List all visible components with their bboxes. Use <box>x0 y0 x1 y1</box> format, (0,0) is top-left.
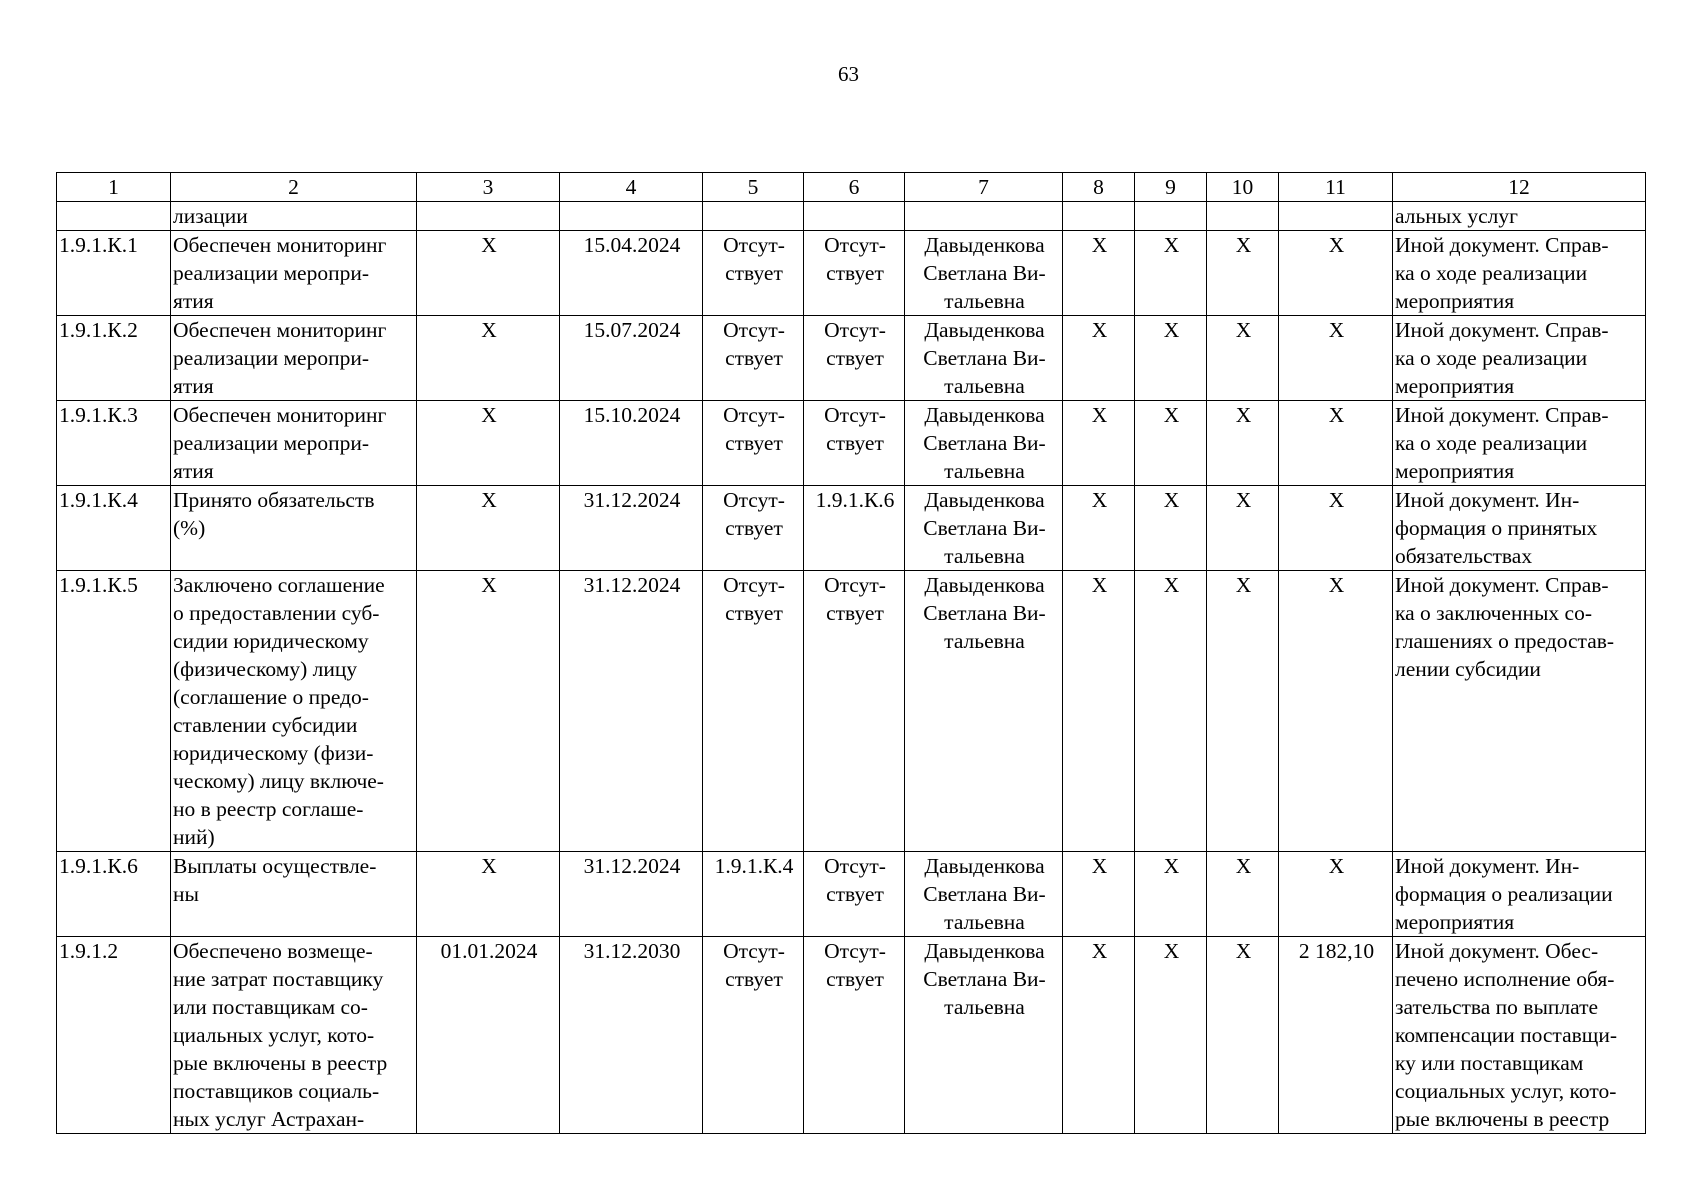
result-cell: Выплаты осуществле- ны <box>171 852 417 937</box>
amount-cell: 2 182,10 <box>1279 937 1393 1134</box>
responsible-cell: Давыденкова Светлана Ви- тальевна <box>905 571 1063 852</box>
predecessor-cell <box>703 202 804 231</box>
code-cell: 1.9.1.К.6 <box>57 852 171 937</box>
result-cell: Принято обязательств (%) <box>171 486 417 571</box>
table-row <box>57 937 1646 1134</box>
end-date-cell: 31.12.2030 <box>560 937 703 1134</box>
code-cell: 1.9.1.2 <box>57 937 171 1134</box>
value-cell: Х <box>1063 937 1135 1134</box>
code-cell: 1.9.1.К.5 <box>57 571 171 852</box>
document-cell: Иной документ. Справ- ка о ходе реализации мероприятия <box>1393 316 1646 401</box>
amount-cell: Х <box>1279 486 1393 571</box>
document-cell: Иной документ. Справ- ка о заключенных со- глашениях о предостав- лении субсидии <box>1393 571 1646 852</box>
value-cell: Х <box>1207 852 1279 937</box>
table-row <box>57 852 1646 937</box>
table-row <box>57 486 1646 571</box>
end-date-cell: 31.12.2024 <box>560 852 703 937</box>
start-date-cell: Х <box>417 852 560 937</box>
column-number: 1 <box>57 173 171 202</box>
result-cell: лизации <box>171 202 417 231</box>
end-date-cell <box>560 202 703 231</box>
column-number: 11 <box>1279 173 1393 202</box>
value-cell: Х <box>1063 316 1135 401</box>
start-date-cell: Х <box>417 231 560 316</box>
predecessor-cell: Отсут- ствует <box>703 401 804 486</box>
amount-cell: Х <box>1279 401 1393 486</box>
table-row <box>57 231 1646 316</box>
code-cell: 1.9.1.К.4 <box>57 486 171 571</box>
value-cell: Х <box>1135 852 1207 937</box>
column-number: 7 <box>905 173 1063 202</box>
responsible-cell: Давыденкова Светлана Ви- тальевна <box>905 316 1063 401</box>
value-cell: Х <box>1063 231 1135 316</box>
predecessor-cell: Отсут- ствует <box>703 316 804 401</box>
value-cell: Х <box>1207 937 1279 1134</box>
end-date-cell: 15.07.2024 <box>560 316 703 401</box>
successor-cell: Отсут- ствует <box>804 937 905 1134</box>
code-cell: 1.9.1.К.1 <box>57 231 171 316</box>
predecessor-cell: Отсут- ствует <box>703 231 804 316</box>
column-number: 12 <box>1393 173 1646 202</box>
successor-cell: Отсут- ствует <box>804 852 905 937</box>
value-cell: Х <box>1135 231 1207 316</box>
successor-cell: 1.9.1.К.6 <box>804 486 905 571</box>
value-cell: Х <box>1135 401 1207 486</box>
column-number: 8 <box>1063 173 1135 202</box>
result-cell: Обеспечен мониторинг реализации меропри- ятия <box>171 231 417 316</box>
value-cell: Х <box>1207 231 1279 316</box>
end-date-cell: 15.04.2024 <box>560 231 703 316</box>
start-date-cell: 01.01.2024 <box>417 937 560 1134</box>
value-cell: Х <box>1063 852 1135 937</box>
amount-cell: Х <box>1279 316 1393 401</box>
end-date-cell: 31.12.2024 <box>560 486 703 571</box>
page-number: 63 <box>838 62 859 86</box>
column-number: 6 <box>804 173 905 202</box>
successor-cell: Отсут- ствует <box>804 316 905 401</box>
start-date-cell <box>417 202 560 231</box>
successor-cell: Отсут- ствует <box>804 571 905 852</box>
column-number: 9 <box>1135 173 1207 202</box>
column-number: 10 <box>1207 173 1279 202</box>
end-date-cell: 15.10.2024 <box>560 401 703 486</box>
predecessor-cell: 1.9.1.К.4 <box>703 852 804 937</box>
predecessor-cell: Отсут- ствует <box>703 571 804 852</box>
value-cell: Х <box>1063 486 1135 571</box>
column-number: 3 <box>417 173 560 202</box>
responsible-cell: Давыденкова Светлана Ви- тальевна <box>905 486 1063 571</box>
document-cell: альных услуг <box>1393 202 1646 231</box>
document-cell: Иной документ. Справ- ка о ходе реализации мероприятия <box>1393 231 1646 316</box>
value-cell: Х <box>1135 571 1207 852</box>
value-cell: Х <box>1207 316 1279 401</box>
start-date-cell: Х <box>417 571 560 852</box>
result-cell: Обеспечен мониторинг реализации меропри- ятия <box>171 401 417 486</box>
amount-cell <box>1279 202 1393 231</box>
start-date-cell: Х <box>417 486 560 571</box>
value-cell <box>1135 202 1207 231</box>
table-row <box>57 316 1646 401</box>
responsible-cell: Давыденкова Светлана Ви- тальевна <box>905 401 1063 486</box>
value-cell: Х <box>1207 571 1279 852</box>
column-number: 5 <box>703 173 804 202</box>
value-cell: Х <box>1135 937 1207 1134</box>
predecessor-cell: Отсут- ствует <box>703 486 804 571</box>
value-cell: Х <box>1207 486 1279 571</box>
measures-table <box>56 172 1646 1134</box>
value-cell: Х <box>1207 401 1279 486</box>
responsible-cell: Давыденкова Светлана Ви- тальевна <box>905 852 1063 937</box>
end-date-cell: 31.12.2024 <box>560 571 703 852</box>
value-cell: Х <box>1135 486 1207 571</box>
table-row <box>57 202 1646 231</box>
successor-cell: Отсут- ствует <box>804 231 905 316</box>
responsible-cell <box>905 202 1063 231</box>
result-cell: Обеспечено возмеще- ние затрат поставщику или поставщикам со- циальных услуг, кото- рые включены в реестр поставщиков социаль- ных услуг Астрахан- <box>171 937 417 1134</box>
value-cell: Х <box>1135 316 1207 401</box>
table-row <box>57 401 1646 486</box>
predecessor-cell: Отсут- ствует <box>703 937 804 1134</box>
start-date-cell: Х <box>417 316 560 401</box>
successor-cell <box>804 202 905 231</box>
successor-cell: Отсут- ствует <box>804 401 905 486</box>
document-cell: Иной документ. Ин- формация о реализации мероприятия <box>1393 852 1646 937</box>
responsible-cell: Давыденкова Светлана Ви- тальевна <box>905 231 1063 316</box>
responsible-cell: Давыденкова Светлана Ви- тальевна <box>905 937 1063 1134</box>
amount-cell: Х <box>1279 231 1393 316</box>
code-cell: 1.9.1.К.3 <box>57 401 171 486</box>
value-cell: Х <box>1063 571 1135 852</box>
column-numbers-row <box>57 173 1646 202</box>
code-cell <box>57 202 171 231</box>
document-cell: Иной документ. Ин- формация о принятых обязательствах <box>1393 486 1646 571</box>
result-cell: Заключено соглашение о предоставлении суб- сидии юридическому (физическому) лицу (соглашение о предо- ставлении субсидии юридическому (физи- ческому) лицу включе- но в реестр соглаше- ний) <box>171 571 417 852</box>
value-cell <box>1207 202 1279 231</box>
value-cell <box>1063 202 1135 231</box>
document-cell: Иной документ. Справ- ка о ходе реализации мероприятия <box>1393 401 1646 486</box>
value-cell: Х <box>1063 401 1135 486</box>
document-cell: Иной документ. Обес- печено исполнение обя- зательства по выплате компенсации поставщи- ку или поставщикам социальных услуг, кото- рые включены в реестр <box>1393 937 1646 1134</box>
result-cell: Обеспечен мониторинг реализации меропри- ятия <box>171 316 417 401</box>
code-cell: 1.9.1.К.2 <box>57 316 171 401</box>
amount-cell: Х <box>1279 852 1393 937</box>
amount-cell: Х <box>1279 571 1393 852</box>
column-number: 2 <box>171 173 417 202</box>
column-number: 4 <box>560 173 703 202</box>
start-date-cell: Х <box>417 401 560 486</box>
table-row <box>57 571 1646 852</box>
